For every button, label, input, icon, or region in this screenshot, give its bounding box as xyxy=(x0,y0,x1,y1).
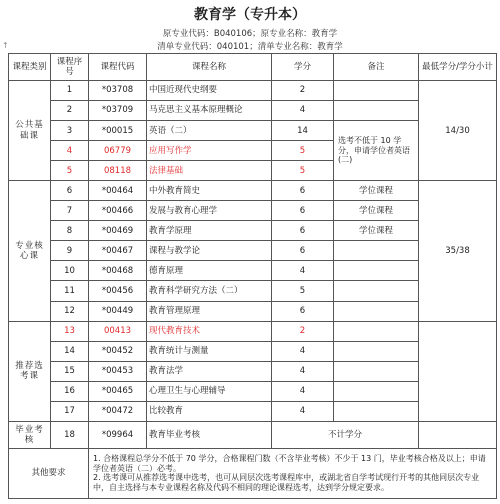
col-header-remark: 备注 xyxy=(334,54,419,81)
course-name: 课程与教学论 xyxy=(147,241,272,261)
course-remark xyxy=(334,321,419,341)
course-remark xyxy=(334,281,419,301)
course-name: 比较教育 xyxy=(147,401,272,421)
course-code: *00469 xyxy=(89,221,147,241)
category-core: 专业核心课 xyxy=(9,181,51,321)
major-info-line-1: 原专业代码：B040106；原专业名称：教育学 xyxy=(162,29,338,39)
table-row xyxy=(9,421,497,448)
course-number: 16 xyxy=(51,381,89,401)
category-other: 其他要求 xyxy=(9,448,89,498)
course-number: 10 xyxy=(51,261,89,281)
course-code: *00468 xyxy=(89,261,147,281)
course-code: 06779 xyxy=(89,141,147,161)
course-number: 11 xyxy=(51,281,89,301)
course-number: 6 xyxy=(51,181,89,201)
course-remark: 学位课程 xyxy=(334,181,419,201)
course-number: 2 xyxy=(51,101,89,121)
category-public: 公共基础课 xyxy=(9,81,51,181)
course-remark: 学位课程 xyxy=(334,221,419,241)
course-code: *03709 xyxy=(89,101,147,121)
course-remark xyxy=(334,341,419,361)
course-name: 法律基础 xyxy=(147,161,272,181)
curriculum-table xyxy=(8,53,497,499)
other-requirements-notes xyxy=(89,448,497,498)
course-name: 教育学原理 xyxy=(147,221,272,241)
col-header-category: 课程类别 xyxy=(9,54,51,81)
public-subtotal: 14/30 xyxy=(419,81,497,181)
course-credit: 4 xyxy=(272,261,334,281)
course-name: 发展与教育心理学 xyxy=(147,201,272,221)
course-number: 12 xyxy=(51,301,89,321)
course-number: 5 xyxy=(51,161,89,181)
course-remark xyxy=(334,381,419,401)
course-credit: 5 xyxy=(272,141,334,161)
table-row xyxy=(9,81,497,101)
course-credit: 14 xyxy=(272,121,334,141)
course-credit: 6 xyxy=(272,221,334,241)
course-credit: 6 xyxy=(272,201,334,221)
table-row xyxy=(9,321,497,341)
course-name: 现代教育技术 xyxy=(147,321,272,341)
course-code: *00452 xyxy=(89,341,147,361)
course-credit: 4 xyxy=(272,381,334,401)
major-info-line-2: 清单专业代码：040101；清单专业名称：教育学 xyxy=(157,42,343,52)
course-number: 8 xyxy=(51,221,89,241)
course-number: 4 xyxy=(51,141,89,161)
course-name: 心理卫生与心理辅导 xyxy=(147,381,272,401)
table-row xyxy=(9,181,497,201)
course-number: 14 xyxy=(51,341,89,361)
course-credit: 2 xyxy=(272,321,334,341)
course-code: *00466 xyxy=(89,201,147,221)
course-name: 教育科学研究方法（二） xyxy=(147,281,272,301)
course-credit: 6 xyxy=(272,241,334,261)
course-number: 3 xyxy=(51,121,89,141)
col-header-subtotal: 最低学分/学分小计 xyxy=(419,54,497,81)
course-name: 教育毕业考核 xyxy=(147,421,272,448)
course-code: *00015 xyxy=(89,121,147,141)
course-credit: 4 xyxy=(272,101,334,121)
category-graduation: 毕业考核 xyxy=(9,421,51,448)
col-header-code: 课程代码 xyxy=(89,54,147,81)
course-credit: 6 xyxy=(272,181,334,201)
course-code: *00456 xyxy=(89,281,147,301)
graduation-subtotal xyxy=(419,421,497,448)
course-credit: 4 xyxy=(272,361,334,381)
course-name: 英语（二） xyxy=(147,121,272,141)
course-remark xyxy=(334,101,419,121)
course-name: 教育统计与测量 xyxy=(147,341,272,361)
course-code: 08118 xyxy=(89,161,147,181)
course-number: 9 xyxy=(51,241,89,261)
course-name: 教育管理原理 xyxy=(147,301,272,321)
course-remark: 不计学分 xyxy=(272,421,419,448)
course-name: 应用写作学 xyxy=(147,141,272,161)
course-credit: 5 xyxy=(272,281,334,301)
course-remark xyxy=(334,261,419,281)
course-number: 17 xyxy=(51,401,89,421)
course-name: 教育法学 xyxy=(147,361,272,381)
course-credit: 6 xyxy=(272,301,334,321)
course-name: 中国近现代史纲要 xyxy=(147,81,272,101)
course-credit: 2 xyxy=(272,81,334,101)
page-title: 教育学（专升本） xyxy=(194,7,306,23)
category-recommended: 推荐选考课 xyxy=(9,321,51,421)
course-name: 中外教育简史 xyxy=(147,181,272,201)
course-code: *00464 xyxy=(89,181,147,201)
course-code: *00453 xyxy=(89,361,147,381)
course-code: *00467 xyxy=(89,241,147,261)
course-credit: 4 xyxy=(272,341,334,361)
course-number: 15 xyxy=(51,361,89,381)
course-remark: 学位课程 xyxy=(334,201,419,221)
requirement-note: 1. 合格课程总学分不低于 70 学分，合格课程门数（不含毕业考核）不少于 13 门，毕业考核合格及以上；申请学位者英语（二）必考。 xyxy=(93,454,486,473)
course-remark xyxy=(334,401,419,421)
table-anchor-mark: ↑ xyxy=(2,41,9,50)
course-code: *00449 xyxy=(89,301,147,321)
course-code: *00465 xyxy=(89,381,147,401)
course-code: *03708 xyxy=(89,81,147,101)
course-code: *00472 xyxy=(89,401,147,421)
course-remark xyxy=(334,81,419,101)
course-code: 00413 xyxy=(89,321,147,341)
core-subtotal: 35/38 xyxy=(419,181,497,321)
course-number: 7 xyxy=(51,201,89,221)
col-header-credit: 学分 xyxy=(272,54,334,81)
course-remark xyxy=(334,361,419,381)
col-header-number: 课程序号 xyxy=(51,54,89,81)
public-elective-note: 选考不低于 10 学分，申请学位者英语(二) xyxy=(334,121,419,181)
course-number: 13 xyxy=(51,321,89,341)
course-name: 德育原理 xyxy=(147,261,272,281)
other-requirements-row xyxy=(9,448,497,498)
requirement-note: 2. 选考课可从推荐选考课中选考，也可从同层次选考课程库中，或湖北省自学考试现行开考的其他同层次专业中，自主选择与本专业课程名称及代码不相同的理论课程选考，达到学分规定要求。 xyxy=(93,473,480,493)
course-name: 马克思主义基本原理概论 xyxy=(147,101,272,121)
course-credit: 4 xyxy=(272,401,334,421)
recommended-subtotal xyxy=(419,321,497,421)
course-code: *09964 xyxy=(89,421,147,448)
course-number: 18 xyxy=(51,421,89,448)
table-header-row xyxy=(9,54,497,81)
course-remark xyxy=(334,241,419,261)
course-number: 1 xyxy=(51,81,89,101)
course-remark xyxy=(334,301,419,321)
course-credit: 5 xyxy=(272,161,334,181)
col-header-name: 课程名称 xyxy=(147,54,272,81)
